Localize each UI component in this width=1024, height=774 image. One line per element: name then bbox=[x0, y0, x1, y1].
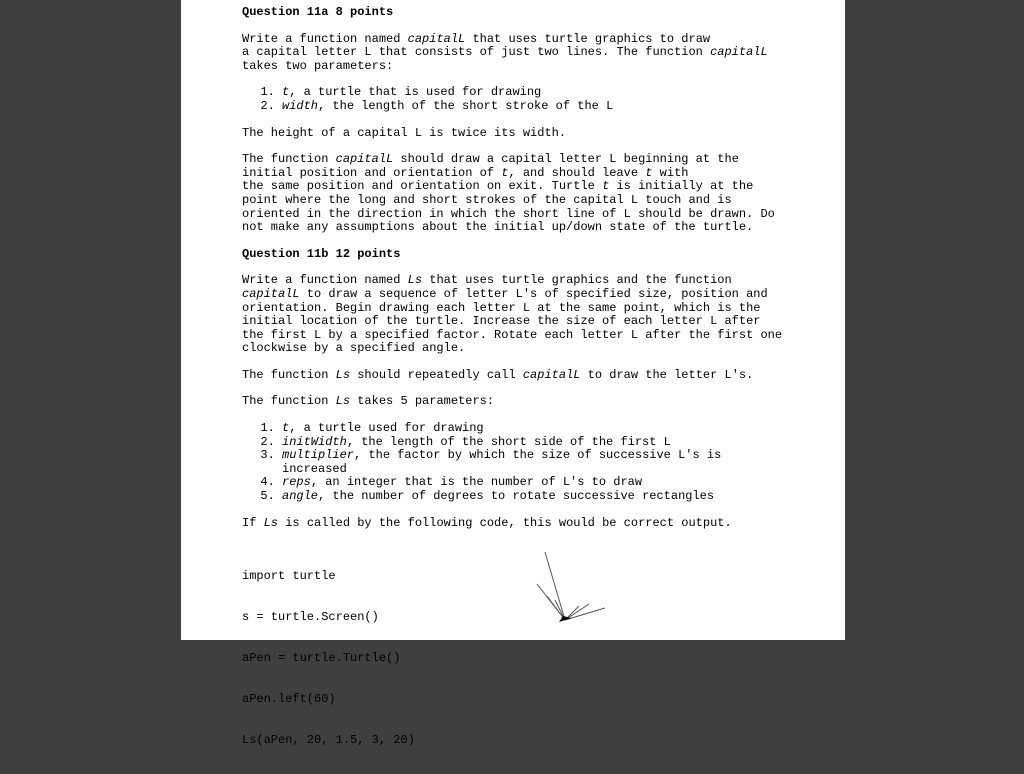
list-item: 1. t, a turtle that is used for drawing bbox=[282, 86, 832, 100]
q11b-intro-line-1: Write a function named Ls that uses turtle graphics and the function bbox=[242, 273, 732, 288]
q11a-intro-line-1: Write a function named capitalL that uses turtle graphics to draw bbox=[242, 31, 711, 46]
q11a-intro-line-3: takes two parameters: bbox=[242, 58, 394, 73]
list-item: 5. angle, the number of degrees to rotate successive rectangles bbox=[282, 490, 832, 504]
list-item: 2. initWidth, the length of the short side of the first L bbox=[282, 436, 832, 450]
question-11b-heading: Question 11b 12 points bbox=[242, 246, 401, 261]
q11a-behavior-line-6: not make any assumptions about the initial up/down state of the turtle. bbox=[242, 220, 754, 235]
code-line: aPen = turtle.Turtle() bbox=[242, 650, 401, 665]
q11a-height-note: The height of a capital L is twice its width. bbox=[242, 125, 567, 140]
q11b-intro-line-6: clockwise by a specified angle. bbox=[242, 341, 466, 356]
q11a-behavior-line-4: point where the long and short strokes of the capital L touch and is bbox=[242, 192, 732, 207]
q11b-repeat-note: The function Ls should repeatedly call capitalL to draw the letter L's. bbox=[242, 367, 754, 382]
q11b-output-note: If Ls is called by the following code, this would be correct output. bbox=[242, 515, 732, 530]
turtle-output-figure bbox=[533, 544, 613, 634]
q11b-intro-line-2: capitalL to draw a sequence of letter L's of specified size, position and bbox=[242, 286, 768, 301]
list-item: 4. reps, an integer that is the number of L's to draw bbox=[282, 476, 832, 490]
code-line: import turtle bbox=[242, 569, 336, 584]
q11b-intro-line-4: initial location of the turtle. Increase the size of each letter L after bbox=[242, 314, 761, 329]
q11a-behavior-line-5: oriented in the direction in which the short line of L should be drawn. Do bbox=[242, 206, 775, 221]
q11b-intro-line-5: the first L by a specified factor. Rotate each letter L after the first one bbox=[242, 327, 783, 342]
code-line: aPen.left(60) bbox=[242, 691, 336, 706]
q11a-parameter-list bbox=[242, 86, 832, 113]
l-shape-stroke bbox=[547, 596, 565, 620]
question-11a-heading: Question 11a 8 points bbox=[242, 5, 394, 19]
list-item: 3. multiplier, the factor by which the size of successive L's is increased bbox=[282, 449, 832, 476]
q11a-behavior-line-1: The function capitalL should draw a capital letter L beginning at the bbox=[242, 152, 739, 167]
code-line: s = turtle.Screen() bbox=[242, 610, 379, 625]
q11b-parameter-list bbox=[242, 422, 832, 504]
l-shape-long-stroke bbox=[545, 552, 565, 620]
q11b-intro-line-3: orientation. Begin drawing each letter L at the same point, which is the bbox=[242, 300, 761, 315]
document-page bbox=[181, 0, 845, 747]
q11a-behavior-line-2: initial position and orientation of t, and should leave t with bbox=[242, 165, 689, 180]
list-item: 1. t, a turtle used for drawing bbox=[282, 422, 832, 436]
list-item: 2. width, the length of the short stroke of the L bbox=[282, 100, 832, 114]
q11a-intro-line-2: a capital letter L that consists of just two lines. The function capitalL bbox=[242, 45, 768, 60]
q11b-takes-note: The function Ls takes 5 parameters: bbox=[242, 394, 495, 409]
q11a-behavior-line-3: the same position and orientation on exit. Turtle t is initially at the bbox=[242, 179, 754, 194]
document-content bbox=[242, 6, 832, 774]
code-line: Ls(aPen, 20, 1.5, 3, 20) bbox=[242, 732, 415, 747]
